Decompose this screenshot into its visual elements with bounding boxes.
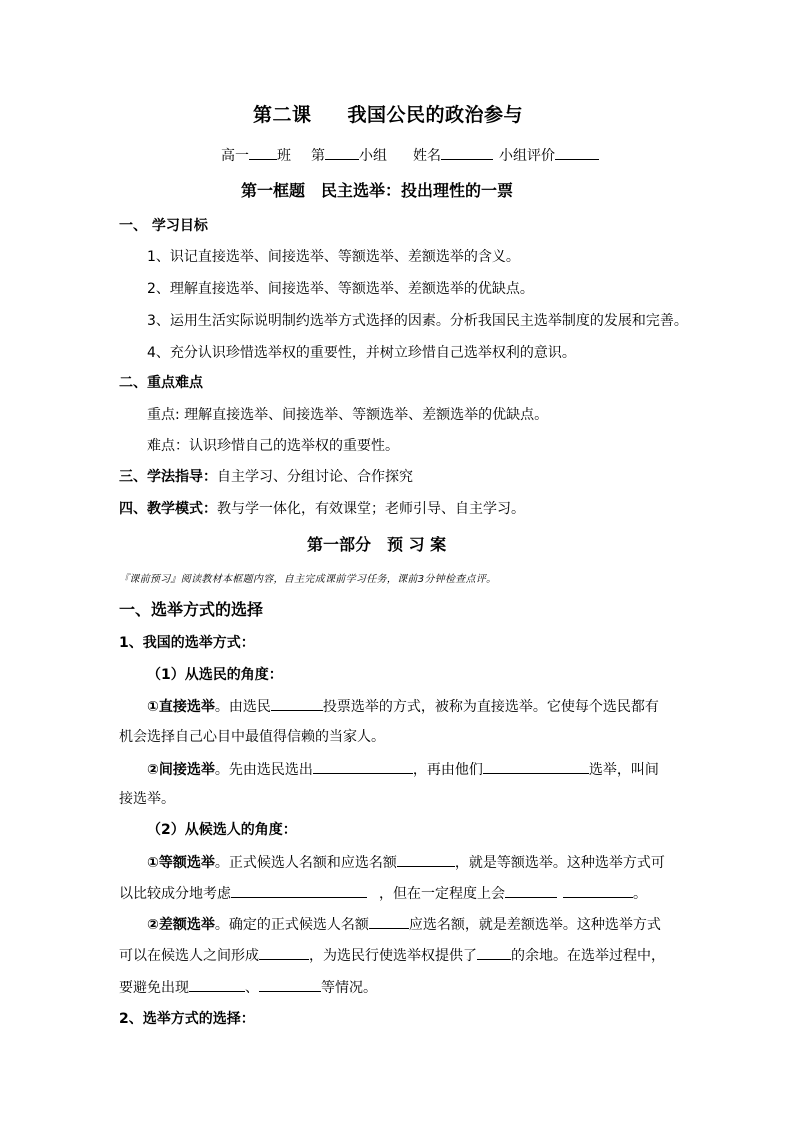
- indirect-election-line: [147, 760, 659, 779]
- diff-election-term: ②差额选举: [147, 917, 215, 933]
- equal-election-continued: [119, 884, 647, 903]
- fill-blank[interactable]: [231, 884, 367, 898]
- class-suffix: 班: [277, 148, 291, 164]
- text-segment: ，为选民行使选举权提供了: [309, 948, 477, 964]
- subsection-heading: 1、我国的选举方式：: [119, 635, 255, 651]
- text-segment: 要避免出现: [119, 980, 189, 996]
- direct-election-line: [147, 697, 659, 716]
- method-text: 自主学习、分组讨论、合作探究: [217, 469, 413, 485]
- preview-note: 『课前预习』阅读教材本框题内容，自主完成课前学习任务，课前3分钟检查点评。: [119, 574, 497, 585]
- name-label: 姓名: [413, 148, 441, 164]
- evaluation-label: 小组评价: [499, 148, 555, 164]
- angle-heading: （1）从选民的角度：: [147, 667, 283, 683]
- text-segment: 应选名额，就是差额选举。这种选举方式: [408, 917, 661, 933]
- text-segment: 的余地。在选举过程中，: [511, 948, 665, 964]
- text-segment: 可以在候选人之间形成: [119, 948, 259, 964]
- subsection-heading: 2、选举方式的选择：: [119, 1011, 255, 1027]
- lesson-title: [253, 106, 523, 124]
- fill-blank[interactable]: [477, 946, 511, 960]
- text-segment: 以比较成分地考虑: [119, 886, 231, 902]
- fill-blank[interactable]: [483, 760, 589, 774]
- equal-election-term: ①等额选举: [147, 855, 215, 871]
- lesson-number: 第二课: [253, 104, 312, 126]
- part-title: 第一部分 预 习 案: [307, 535, 447, 554]
- fill-blank[interactable]: [313, 760, 413, 774]
- fill-blank[interactable]: [397, 853, 455, 867]
- diff-election-continued: [119, 978, 377, 997]
- student-info-line: [221, 146, 599, 165]
- fill-blank[interactable]: [189, 978, 245, 992]
- fill-blank[interactable]: [505, 884, 557, 898]
- diff-election-continued: [119, 946, 665, 965]
- indirect-election-continued: 接选举。: [119, 791, 175, 807]
- fill-blank[interactable]: [563, 884, 633, 898]
- fill-blank[interactable]: [259, 946, 309, 960]
- text-segment: 选举，叫间: [588, 762, 659, 778]
- keypoints-heading: 二、重点难点: [119, 375, 203, 391]
- group-suffix: 小组: [359, 148, 387, 164]
- section-heading: 一、选举方式的选择: [119, 600, 264, 619]
- class-blank[interactable]: [249, 146, 277, 160]
- text-segment: ，但在一定程度上会: [379, 886, 505, 902]
- text-segment: 。由选民: [214, 699, 271, 715]
- objective-item: 1、识记直接选举、间接选举、等额选举、差额选举的含义。: [147, 249, 520, 265]
- objective-item: 4、充分认识珍惜选举权的重要性，并树立珍惜自己选举权利的意识。: [147, 345, 576, 361]
- text-segment: 投票选举的方式，被称为直接选举。它使每个选民都有: [322, 699, 659, 715]
- text-segment: 。确定的正式候选人名额: [214, 917, 369, 933]
- mode-line: [119, 500, 525, 518]
- method-label: 三、学法指导：: [119, 469, 217, 485]
- lesson-name: 我国公民的政治参与: [347, 104, 524, 126]
- key-point: 重点: 理解直接选举、间接选举、等额选举、差额选举的优缺点。: [147, 407, 549, 423]
- text-segment: ，再由他们: [412, 762, 483, 778]
- evaluation-blank[interactable]: [555, 146, 599, 160]
- text-segment: 等情况。: [321, 980, 377, 996]
- fill-blank[interactable]: [271, 697, 323, 711]
- method-line: [119, 468, 413, 486]
- equal-election-line: [147, 853, 665, 872]
- frame-title: 第一框题 民主选举：投出理性的一票: [241, 181, 514, 200]
- name-blank[interactable]: [441, 146, 493, 160]
- mode-text: 教与学一体化，有效课堂；老师引导、自主学习。: [217, 501, 525, 517]
- objective-item: 2、理解直接选举、间接选举、等额选举、差额选举的优缺点。: [147, 281, 534, 297]
- text-segment: ，就是等额选举。这种选举方式可: [454, 855, 665, 871]
- group-blank[interactable]: [325, 146, 359, 160]
- direct-election-term: ①直接选举: [147, 699, 215, 715]
- indirect-election-term: ②间接选举: [147, 762, 215, 778]
- objective-item: 3、运用生活实际说明制约选举方式选择的因素。分析我国民主选举制度的发展和完善。: [147, 313, 688, 329]
- difficult-point: 难点：认识珍惜自己的选举权的重要性。: [147, 438, 399, 454]
- text-segment: 、: [245, 980, 259, 996]
- group-label: 第: [311, 148, 325, 164]
- fill-blank[interactable]: [259, 978, 321, 992]
- mode-label: 四、教学模式：: [119, 501, 217, 517]
- text-segment: 。正式候选人名额和应选名额: [214, 855, 397, 871]
- text-segment: 。: [633, 886, 647, 902]
- angle-heading: （2）从候选人的角度：: [147, 822, 297, 838]
- text-segment: 。先由选民选出: [214, 762, 313, 778]
- objectives-heading: 一、 学习目标: [119, 218, 208, 234]
- diff-election-line: [147, 915, 661, 934]
- fill-blank[interactable]: [369, 915, 409, 929]
- direct-election-continued: 机会选择自己心目中最值得信赖的当家人。: [119, 729, 385, 745]
- class-label: 高一: [221, 148, 249, 164]
